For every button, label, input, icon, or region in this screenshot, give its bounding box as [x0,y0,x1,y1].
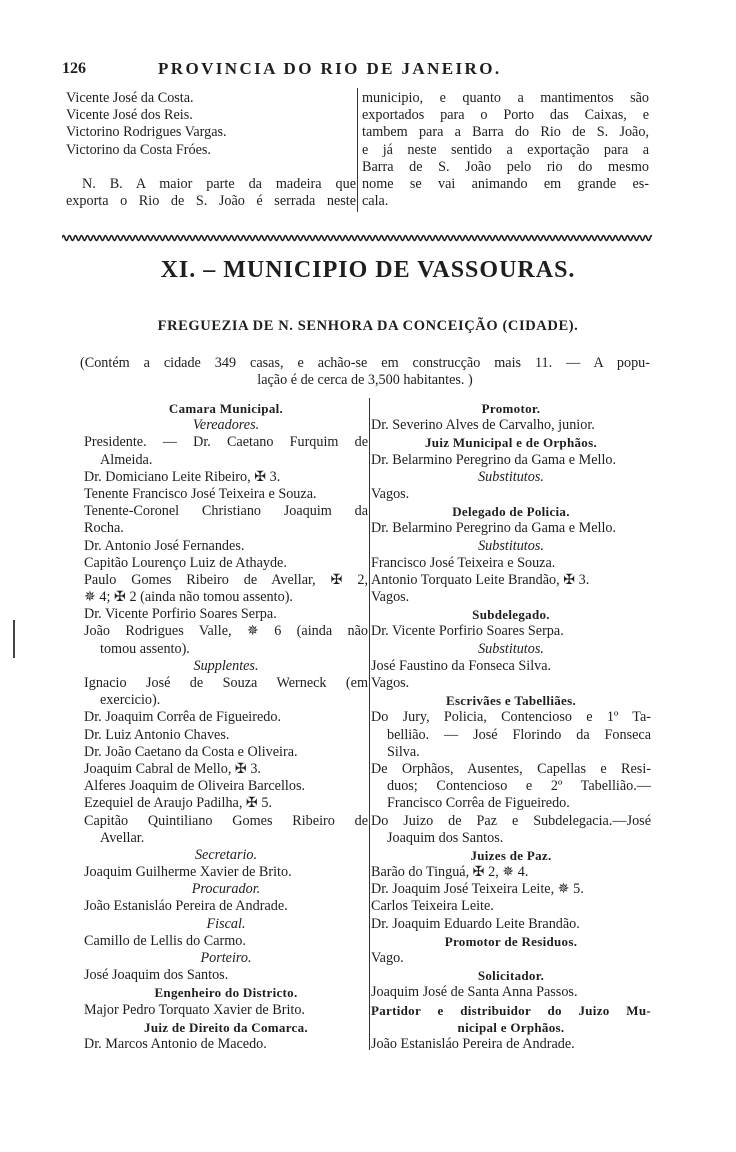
text-line: Procurador. [191,881,261,898]
text-line: Francisco José Teixeira e Souza. [371,554,556,571]
text-line: cala. [362,193,389,210]
text-line: Vago. [371,950,404,966]
text-line: Tenente-Coronel Christiano Joaquim da [84,503,368,520]
text-line: duos; Contencioso e 2º Tabellião.— [387,778,651,795]
text-line: Do Jury, Policia, Contencioso e 1º Ta- [371,709,651,726]
text-line: Solicitador. [477,968,545,984]
text-line: Dr. Joaquim José Teixeira Leite, ✵ 5. [371,881,584,898]
text-line: Vicente José dos Reis. [66,107,193,124]
text-line: Vicente José da Costa. [66,90,194,106]
text-line: Joaquim José de Santa Anna Passos. [371,984,578,1001]
page-header [62,60,662,82]
population-note [80,355,650,389]
text-line: Juiz de Direito da Comarca. [144,1019,308,1035]
text-line: Escrivães e Tabelliães. [445,693,577,709]
text-line: Dr. Vicente Porfirio Soares Serpa. [371,623,564,640]
text-line: Engenheiro do Districto. [154,985,298,1001]
text-line: Joaquim Guilherme Xavier de Brito. [84,864,292,881]
text-line: Dr. Domiciano Leite Ribeiro, ✠ 3. [84,468,281,485]
text-line: Joaquim Cabral de Mello, ✠ 3. [84,760,261,777]
text-line: Capitão Quintiliano Gomes Ribeiro de [84,812,368,829]
text-line: Juiz Municipal e de Orphãos. [425,435,597,451]
text-line: Vagos. [371,675,410,691]
text-line: Dr. João Caetano da Costa e Oliveira. [84,743,298,760]
text-line: Capitão Lourenço Luiz de Athayde. [84,554,287,571]
text-line: Antonio Torquato Leite Brandão, ✠ 3. [371,571,590,588]
text-line: Camillo de Lellis do Carmo. [84,932,246,949]
text-line: Dr. Belarmino Peregrino da Gama e Mello. [371,451,617,468]
text-line: Almeida. [100,451,153,468]
text-line: Victorino Rodrigues Vargas. [66,124,227,141]
text-line: Vagos. [371,589,410,606]
bottom-left-column [84,400,368,1053]
text-line: nicipal e Orphãos. [457,1019,565,1035]
text-line: José Faustino da Fonseca Silva. [371,657,552,674]
text-line: Dr. Joaquim Eduardo Leite Brandão. [371,915,580,932]
parish-heading: FREGUEZIA DE N. SENHORA DA CONCEIÇÃO (CIDADE). [157,318,579,334]
text-line: Major Pedro Torquato Xavier de Brito. [84,1001,305,1018]
text-line: Carlos Teixeira Leite. [371,898,494,915]
text-line: Tenente Francisco José Teixeira e Souza. [84,485,317,502]
text-line: tomou assento). [100,640,190,657]
text-line: Fiscal. [206,915,246,932]
text-line: Juizes de Paz. [470,847,552,863]
text-line: Secretario. [194,846,258,863]
text-line: Dr. Joaquim Corrêa de Figueiredo. [84,709,282,726]
column-divider [369,398,370,1050]
text-line: Ezequiel de Araujo Padilha, ✠ 5. [84,795,272,812]
text-line: N. B. A maior parte da madeira que [82,175,356,192]
text-line: Ignacio José de Souza Werneck (em [84,675,368,691]
text-line: Supplentes. [193,657,259,674]
top-left-column [66,90,356,210]
text-line: Avellar. [100,829,145,846]
text-line: Partidor e distribuidor do Juizo Mu- [371,1002,651,1018]
text-line: Substitutos. [478,640,544,657]
text-line: José Joaquim dos Santos. [84,967,229,984]
text-line: Camara Municipal. [168,401,284,416]
text-line: Silva. [387,743,420,760]
text-line: Dr. Vicente Porfirio Soares Serpa. [84,606,277,623]
text-line: Promotor. [481,401,541,416]
top-right-column [362,90,649,210]
column-divider [357,88,358,212]
section-title: XI. – MUNICIPIO DE VASSOURAS. [160,257,576,283]
text-line: Dr. Marcos Antonio de Macedo. [84,1035,267,1052]
note-line: lação é de cerca de 3,500 habitantes. ) [257,372,473,389]
text-line: e já neste sentido a exportação para a [362,141,649,158]
text-line: Rocha. [84,520,124,537]
text-line: Promotor de Residuos. [444,933,578,949]
text-line: Substitutos. [478,537,544,554]
text-line: bellião. — José Florindo da Fonseca [387,726,651,743]
text-line [66,159,356,176]
text-line: exportados para o Porto das Caixas, e [362,107,649,124]
text-line: João Estanisláo Pereira de Andrade. [84,898,288,915]
text-line: Delegado de Policia. [452,504,570,520]
text-line: Alferes Joaquim de Oliveira Barcellos. [84,778,306,795]
text-line: exporta o Rio de S. João é serrada neste [66,193,356,210]
text-line: Dr. Belarmino Peregrino da Gama e Mello. [371,520,617,537]
text-line: Vereadores. [192,417,260,434]
note-line: (Contém a cidade 349 casas, e achão-se em construcção mais 11. — A popu- [80,355,650,371]
text-line: Presidente. — Dr. Caetano Furquim de [84,434,368,451]
page-number: 126 [62,60,86,77]
text-line: municipio, e quanto a mantimentos são [362,90,649,106]
text-line: João Rodrigues Valle, ✵ 6 (ainda não [84,623,368,640]
text-line: tambem para a Barra do Rio de S. João, [362,124,649,141]
text-line: Substitutos. [478,468,544,485]
text-line: Porteiro. [200,950,252,966]
margin-mark [13,620,15,658]
text-line: Joaquim dos Santos. [387,829,504,846]
text-line: Dr. Luiz Antonio Chaves. [84,726,230,743]
text-line: Do Juizo de Paz e Subdelegacia.—José [371,812,651,829]
bottom-right-column [371,400,651,1053]
ornamental-rule [62,232,652,244]
text-line: Barra de S. João pelo rio do mesmo [362,158,649,175]
text-line: Vagos. [371,485,410,502]
text-line: Dr. Severino Alves de Carvalho, junior. [371,417,595,434]
text-line: João Estanisláo Pereira de Andrade. [371,1035,575,1052]
text-line: De Orphãos, Ausentes, Capellas e Resi- [371,760,651,777]
text-line: Victorino da Costa Fróes. [66,141,211,158]
text-line: Barão do Tinguá, ✠ 2, ✵ 4. [371,864,529,881]
running-title: PROVINCIA DO RIO DE JANEIRO. [158,59,502,78]
text-line: Francisco Corrêa de Figueiredo. [387,795,570,812]
text-line: nome se vai animando em grande es- [362,175,649,192]
text-line: Subdelegado. [472,607,550,623]
text-line: ✵ 4; ✠ 2 (ainda não tomou assento). [84,589,293,606]
text-line: Paulo Gomes Ribeiro de Avellar, ✠ 2, [84,571,368,588]
text-line: Dr. Antonio José Fernandes. [84,537,245,554]
text-line: exercicio). [100,692,161,709]
